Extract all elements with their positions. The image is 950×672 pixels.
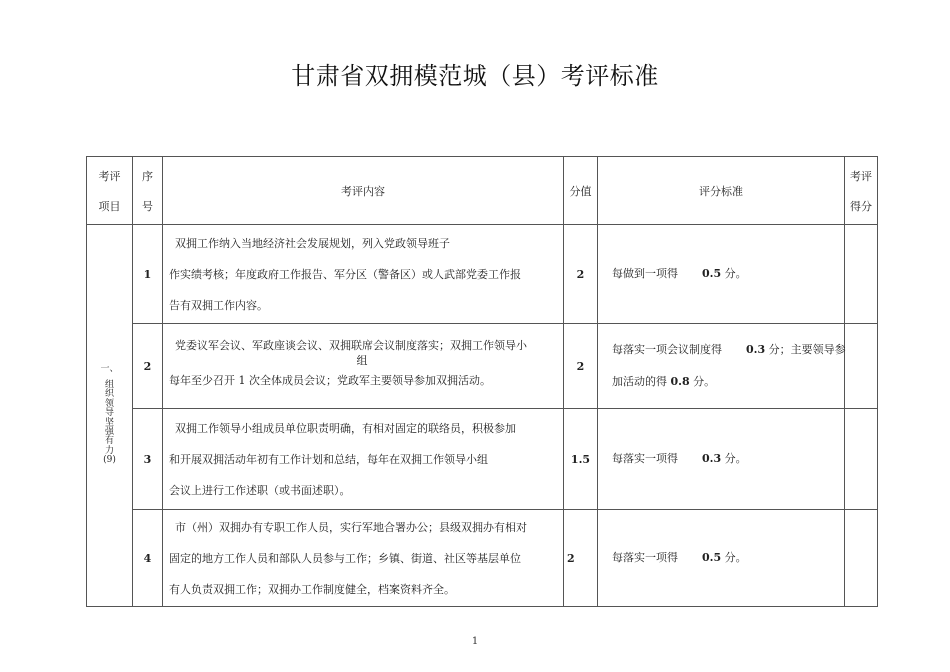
table-header-row (87, 157, 878, 225)
header-result (845, 157, 878, 225)
table-row (87, 225, 878, 324)
content-line: 双拥工作领导小组成员单位职责明确，有相对固定的联络员，积极参加 (175, 421, 516, 435)
evaluation-table (86, 156, 878, 607)
content-line: 组 (356, 354, 368, 367)
content-line: 党委议军会议、军政座谈会议、双拥联席会议制度落实；双拥工作领导小 (175, 339, 527, 352)
header-category-line1: 考评 (98, 169, 121, 183)
criteria-points: 0.3 (702, 452, 722, 465)
row-number: 2 (133, 324, 163, 409)
row-number: 4 (133, 510, 163, 607)
table-row (87, 409, 878, 510)
row-score: 1.5 (564, 409, 598, 510)
header-category-line2: 项目 (98, 199, 121, 213)
document-title: 甘肃省双拥模范城（县）考评标准 (291, 62, 659, 90)
row-result (845, 324, 878, 409)
row-criteria (598, 225, 845, 324)
row-result (845, 225, 878, 324)
criteria-points: 0.8 (670, 375, 690, 388)
category-char: 导 (104, 408, 114, 419)
header-content: 考评内容 (163, 157, 564, 225)
content-line: 和开展双拥活动年初有工作计划和总结，每年在双拥工作领导小组 (169, 452, 488, 466)
row-criteria (598, 510, 845, 607)
criteria-text: 每落实一项会议制度得 (612, 343, 722, 356)
criteria-text: 每做到一项得 (612, 267, 678, 280)
category-points: (9) (103, 455, 116, 466)
category-char: 领 (104, 398, 114, 409)
header-criteria: 评分标准 (598, 157, 845, 225)
page-number: 1 (471, 636, 479, 647)
category-prefix: 一、 (100, 364, 119, 375)
criteria-unit: 分；主要领导参 (768, 343, 846, 356)
content-line: 告有双拥工作内容。 (169, 298, 268, 312)
category-char: 织 (104, 389, 114, 400)
content-line: 双拥工作纳入当地经济社会发展规划，列入党政领导班子 (175, 236, 450, 250)
header-number-line2: 号 (142, 199, 153, 213)
header-category (87, 157, 133, 225)
row-content (163, 324, 564, 409)
header-score: 分值 (564, 157, 598, 225)
row-content (163, 409, 564, 510)
category-char: 强 (104, 426, 114, 437)
header-result-line2: 得分 (850, 199, 872, 213)
criteria-unit: 分。 (693, 375, 716, 388)
row-criteria (598, 409, 845, 510)
row-number: 3 (133, 409, 163, 510)
category-char: 坚 (104, 417, 114, 428)
criteria-points: 0.5 (702, 267, 722, 280)
category-cell (87, 225, 133, 607)
content-line: 会议上进行工作述职（或书面述职）。 (169, 483, 351, 497)
row-content (163, 225, 564, 324)
criteria-unit: 分。 (724, 551, 747, 564)
category-char: 组 (104, 379, 114, 390)
content-line: 每年至少召开 1 次全体成员会议；党政军主要领导参加双拥活动。 (169, 374, 491, 387)
category-char: 有 (104, 436, 114, 447)
header-result-line1: 考评 (850, 169, 872, 183)
content-line: 固定的地方工作人员和部队人员参与工作；乡镇、街道、社区等基层单位 (169, 551, 521, 565)
row-score: 2 (564, 510, 598, 607)
criteria-points: 0.5 (702, 551, 722, 564)
criteria-text: 每落实一项得 (612, 551, 678, 564)
criteria-text: 加活动的得 (612, 375, 667, 388)
content-line: 市（州）双拥办有专职工作人员，实行军地合署办公；县级双拥办有相对 (175, 520, 527, 534)
criteria-text: 每落实一项得 (612, 452, 678, 465)
category-char: 力 (104, 445, 114, 456)
row-score: 2 (564, 324, 598, 409)
criteria-unit: 分。 (724, 452, 747, 465)
header-number-line1: 序 (142, 169, 153, 183)
row-content (163, 510, 564, 607)
table-row (87, 324, 878, 409)
row-result (845, 510, 878, 607)
table-row (87, 510, 878, 607)
criteria-unit: 分。 (724, 267, 747, 280)
row-result (845, 409, 878, 510)
header-number (133, 157, 163, 225)
content-line: 有人负责双拥工作；双拥办工作制度健全，档案资料齐全。 (169, 582, 455, 596)
content-line: 作实绩考核；年度政府工作报告、军分区（警备区）或人武部党委工作报 (169, 267, 521, 281)
criteria-points: 0.3 (746, 343, 766, 356)
row-number: 1 (133, 225, 163, 324)
row-score: 2 (564, 225, 598, 324)
row-criteria (598, 324, 845, 409)
